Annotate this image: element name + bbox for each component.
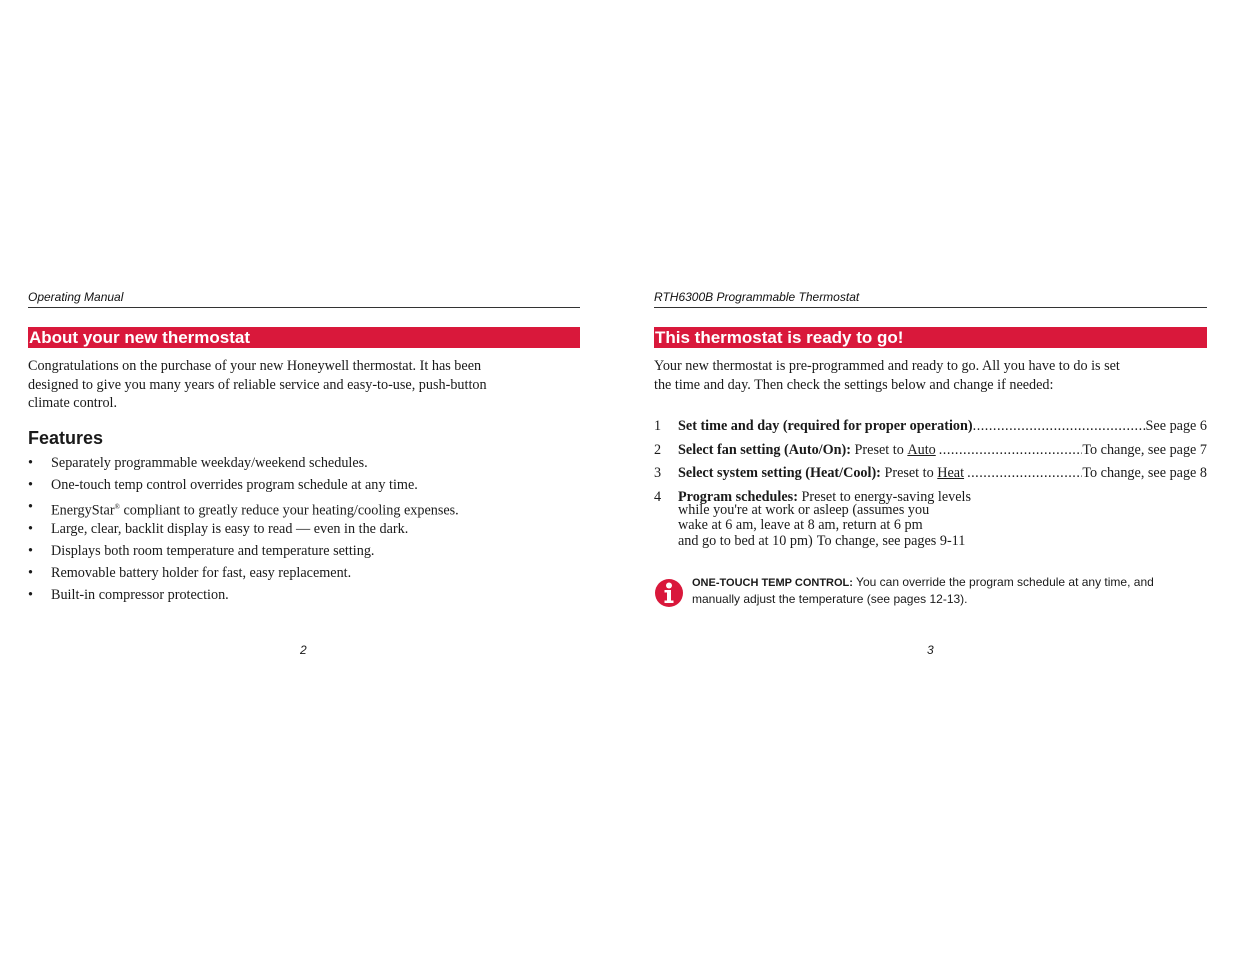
step-number: 3 [654,465,662,481]
preset-value: Auto [907,441,936,458]
registered-mark: ® [114,503,120,511]
page-reference: To change, see pages 9-11 [816,532,966,549]
setup-steps [654,416,1207,551]
left-page [28,0,580,954]
step-row [654,463,1207,487]
step-text: while you're at work or asleep (assumes you [678,501,930,518]
page-number: 3 [927,643,934,657]
step-number: 1 [654,418,662,434]
intro-line: the time and day. Then check the settings below and change if needed: [654,376,1054,393]
step-title: Select system setting (Heat/Cool): [678,465,881,481]
intro-line: designed to give you many years of reliable service and easy-to-use, push-button [28,376,487,393]
page-reference: To change, see page 7 [1082,441,1207,458]
intro-paragraph [28,357,580,413]
list-item: • Removable battery holder for fast, easy replacement. [28,565,352,581]
step-row [654,416,1207,440]
note-text: You can override the program schedule at any time, and [852,575,1154,589]
step-number: 4 [654,488,662,505]
right-page [654,0,1207,954]
bullet: • [28,543,33,559]
features-heading: Features [28,428,104,448]
bullet: • [28,587,33,603]
header-rule [654,307,1207,308]
preset-value: Heat [937,465,965,481]
list-item: • EnergyStar® compliant to greatly reduce your heating/cooling expenses. [28,499,459,519]
step-title: Set time and day (required for proper operation) [678,418,973,434]
features-list [28,453,580,607]
bullet: • [28,455,33,471]
step-row [654,440,1207,464]
page-reference: See page 6 [1145,418,1207,434]
note-text: manually adjust the temperature (see pages 12-13). [692,591,968,606]
running-header: RTH6300B Programmable Thermostat [654,290,860,304]
info-icon [654,578,684,608]
intro-line: Congratulations on the purchase of your new Honeywell thermostat. It has been [28,358,482,374]
step-title: Program schedules: [678,488,798,505]
dot-leader [939,440,1083,460]
list-item: • Displays both room temperature and temperature setting. [28,543,375,559]
dot-leader [973,416,1146,436]
list-item: • Large, clear, backlit display is easy to read — even in the dark. [28,521,409,537]
bullet: • [28,477,33,493]
bullet: • [28,565,33,581]
step-row: 4 Program schedules: Preset to energy-saving levels while you're at work or asleep (assumes you wake at 6 am, leave at 8 am, return at 6 pm and go to bed at 10 pm) To change, see pages 9-11 [654,487,1207,551]
intro-paragraph [654,357,1207,394]
intro-line: climate control. [28,395,118,411]
list-item: • Built-in compressor protection. [28,587,229,603]
bullet: • [28,521,33,537]
header-rule [28,307,580,308]
step-text: Preset to [880,465,938,481]
list-item: • One-touch temp control overrides program schedule at any time. [28,477,418,493]
section-title: This thermostat is ready to go! [654,327,1207,348]
page-reference: To change, see page 8 [1082,465,1207,481]
dot-leader [967,463,1082,483]
step-title: Select fan setting (Auto/On): [678,441,851,458]
running-header: Operating Manual [28,290,124,304]
note-title: ONE-TOUCH TEMP CONTROL: [692,577,853,589]
bullet: • [28,499,33,515]
step-text: wake at 6 am, leave at 8 am, return at 6 pm [678,517,923,533]
step-text: Preset to [851,441,908,458]
step-text: and go to bed at 10 pm) [678,532,813,549]
list-item: • Separately programmable weekday/weekend schedules. [28,455,368,471]
page-number: 2 [300,643,307,657]
section-title: About your new thermostat [28,327,580,348]
intro-line: Your new thermostat is pre-programmed and ready to go. All you have to do is set [654,358,1120,374]
step-number: 2 [654,441,662,458]
